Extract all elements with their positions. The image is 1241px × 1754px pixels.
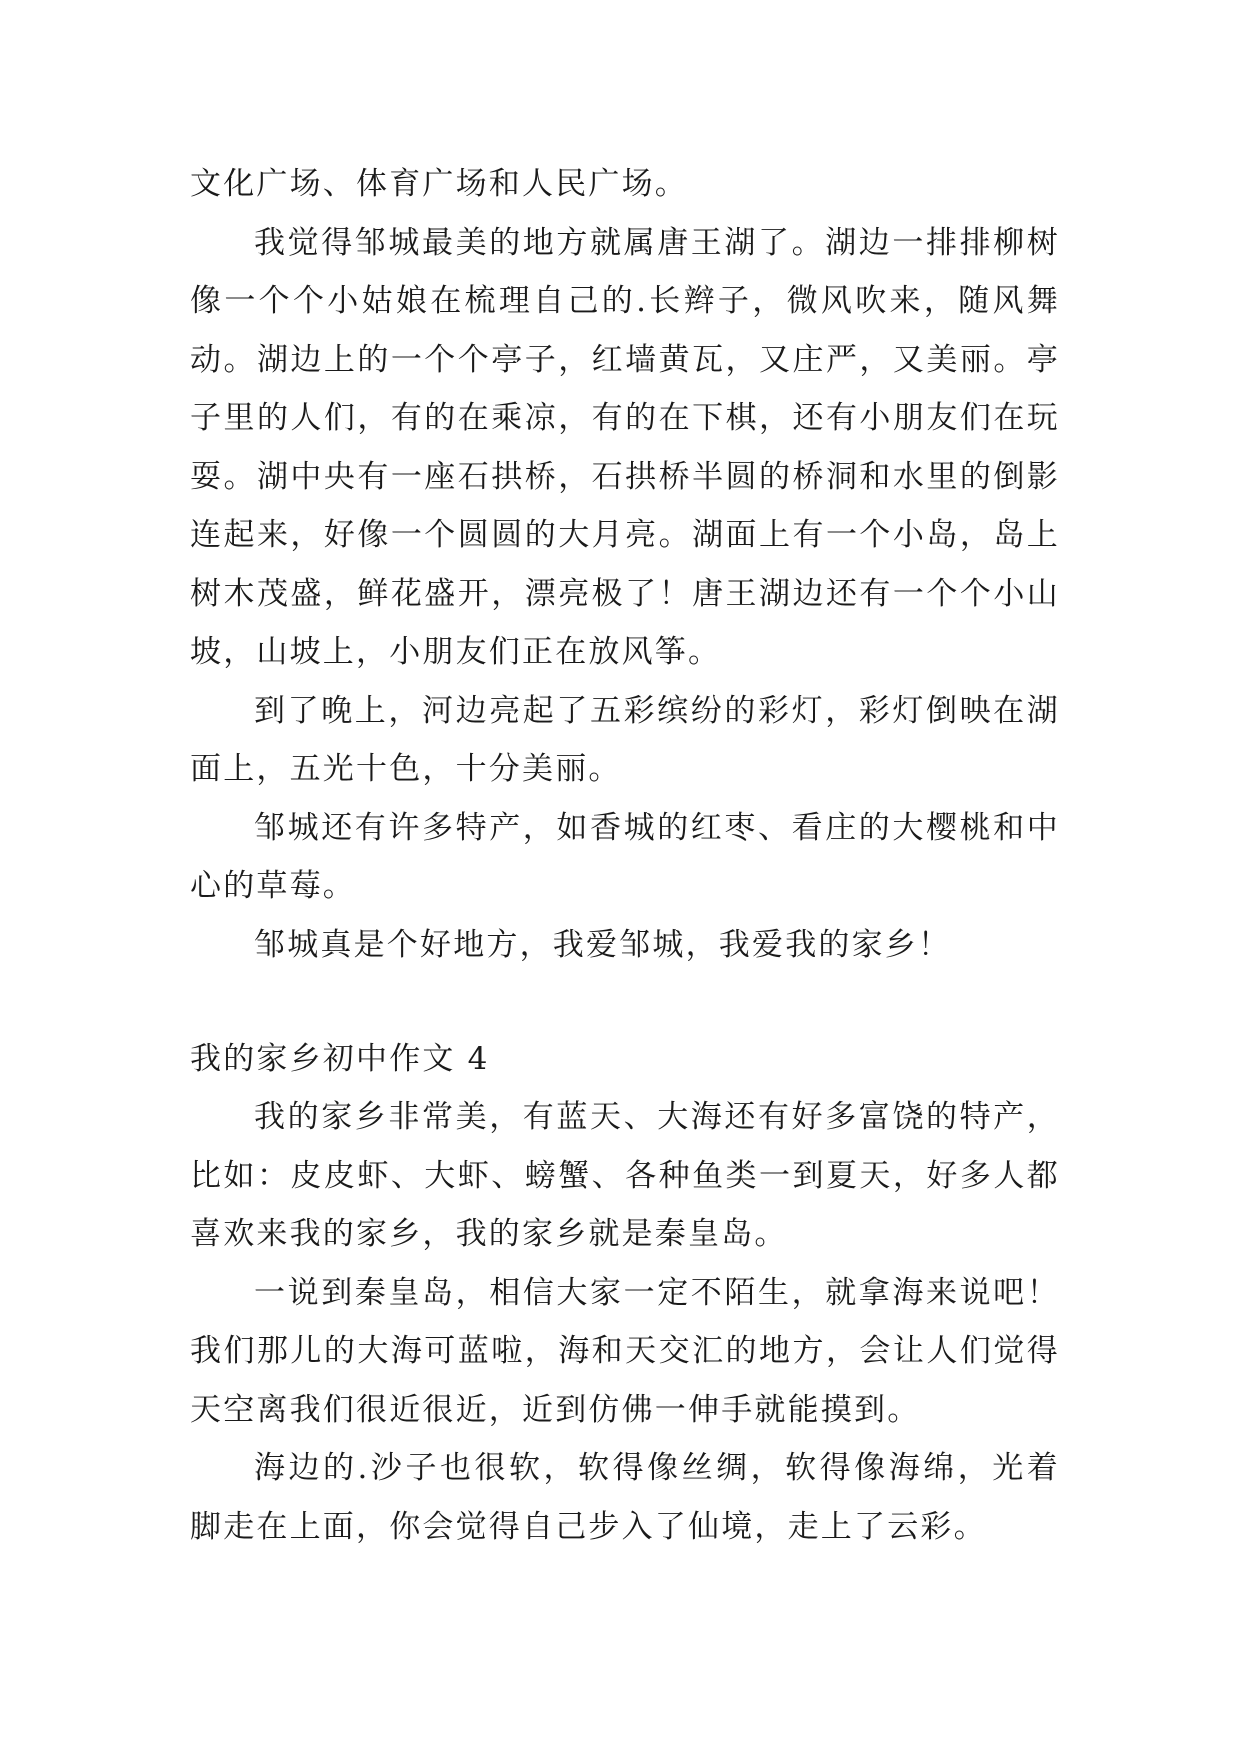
essay-section-1 (190, 155, 1060, 974)
paragraph: 文化广场、体育广场和人民广场。 (190, 166, 688, 202)
paragraph: 海边的.沙子也很软，软得像丝绸，软得像海绵，光着脚走在上面，你会觉得自己步入了仙境，走上了云彩。 (190, 1450, 1060, 1545)
paragraph: 一说到秦皇岛，相信大家一定不陌生，就拿海来说吧！我们那儿的大海可蓝啦，海和天交汇的地方，会让人们觉得天空离我们很近很近，近到仿佛一伸手就能摸到。 (190, 1274, 1060, 1428)
paragraph: 邹城真是个好地方，我爱邹城，我爱我的家乡！ (254, 926, 952, 963)
paragraph: 邹城还有许多特产，如香城的红枣、看庄的大樱桃和中心的草莓。 (190, 809, 1060, 904)
paragraph: 我的家乡非常美，有蓝天、大海还有好多富饶的特产，比如：皮皮虾、大虾、螃蟹、各种鱼类一到夏天，好多人都喜欢来我的家乡，我的家乡就是秦皇岛。 (190, 1099, 1060, 1252)
paragraph: 我觉得邹城最美的地方就属唐王湖了。湖边一排排柳树像一个个小姑娘在梳理自己的.长辫子，微风吹来，随风舞动。湖边上的一个个亭子，红墙黄瓦，又庄严，又美丽。亭子里的人们，有的在乘凉，有的在下棋，还有小朋友们在玩耍。湖中央有一座石拱桥，石拱桥半圆的桥洞和水里的倒影连起来，好像一个圆圆的大月亮。湖面上有一个小岛，岛上树木茂盛，鲜花盛开，漂亮极了！唐王湖边还有一个个小山坡，山坡上，小朋友们正在放风筝。 (190, 224, 1060, 670)
essay-section-2 (190, 1088, 1060, 1556)
essay-heading: 我的家乡初中作文 4 (190, 1041, 490, 1077)
paragraph: 到了晚上，河边亮起了五彩缤纷的彩灯，彩灯倒映在湖面上，五光十色，十分美丽。 (190, 692, 1060, 787)
